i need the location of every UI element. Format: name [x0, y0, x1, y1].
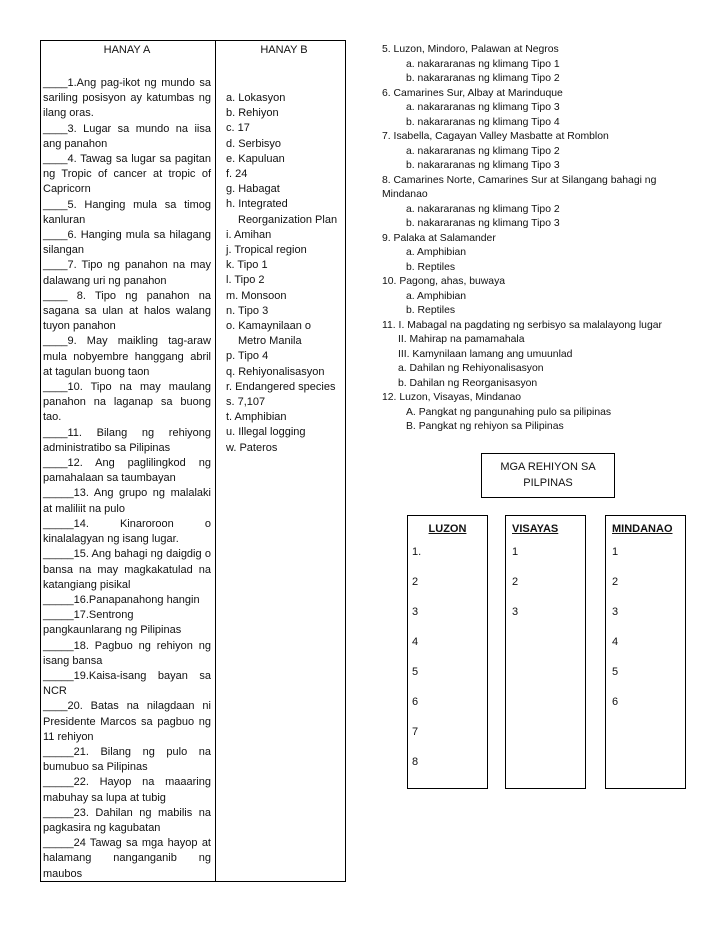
- hanay-b-item: [226, 137, 342, 152]
- region-number-line: 1: [612, 546, 619, 558]
- hanay-b-item: [226, 91, 342, 106]
- hanay-a-item: _____17.Sentrong pangkaunlarang ng Pilipinas: [43, 609, 182, 637]
- region-number-line: 2: [612, 576, 619, 588]
- hanay-b-item-label: f. 24: [226, 168, 248, 181]
- hanay-b-item: [226, 273, 342, 288]
- question-option: b. Dahilan ng Reorganisasyon: [398, 377, 538, 389]
- hanay-b-item-label: h. Integrated: [226, 198, 288, 211]
- question-stem: 12. Luzon, Visayas, Mindanao: [382, 392, 522, 403]
- hanay-a-item: ____20. Batas na nilagdaan ni Presidente Marcos sa pagbuo ng 11 rehiyon: [43, 700, 211, 743]
- question-option: a. nakararanas ng klimang Tipo 1: [406, 58, 560, 70]
- hanay-a-item: ____ 8. Tipo ng panahon na sagana sa ulan at halos walang tuyon panahon: [43, 289, 211, 333]
- hanay-b-item-continuation: Metro Manila: [238, 335, 302, 348]
- region-number-line: 2: [512, 576, 519, 588]
- hanay-a-item: _____23. Dahilan ng mabilis na pagkasira ng kagubatan: [43, 806, 211, 834]
- question-item: [382, 130, 702, 174]
- hanay-b-item-label: j. Tropical region: [226, 244, 307, 257]
- region-number-line: 6: [612, 696, 619, 708]
- hanay-a-item: ____11. Bilang ng rehiyong administratibo sa Pilipinas: [43, 426, 211, 454]
- region-number-line: 3: [612, 606, 619, 618]
- question-option: a. Amphibian: [406, 290, 467, 302]
- hanay-b-item: [226, 167, 342, 182]
- hanay-a-item: ____4. Tawag sa lugar sa pagitan ng Tropic of cancer at tropic of Capricorn: [43, 153, 211, 196]
- regions-title: MGA REHIYON SA PILPINAS: [500, 461, 596, 489]
- hanay-b-item-label: c. 17: [226, 122, 250, 135]
- hanay-a-item: _____16.Panapanahong hangin: [43, 593, 200, 606]
- hanay-b-column: [216, 41, 345, 456]
- region-rows-mindanao: [612, 545, 685, 725]
- question-option: a. nakararanas ng klimang Tipo 2: [406, 145, 560, 157]
- hanay-a-item: ____6. Hanging mula sa hilagang silangan: [43, 229, 211, 257]
- hanay-b-item: [226, 289, 342, 304]
- question-option: a. Amphibian: [406, 247, 467, 258]
- hanay-b-item-label: k. Tipo 1: [226, 259, 268, 272]
- question-option: b. nakararanas ng klimang Tipo 3: [406, 218, 560, 229]
- hanay-a-item: _____21. Bilang ng pulo na bumubuo sa Pilipinas: [43, 745, 211, 774]
- region-number-line: 4: [412, 636, 419, 648]
- hanay-b-item: [226, 258, 342, 273]
- hanay-b-item: [226, 380, 342, 395]
- hanay-b-item: [226, 395, 342, 410]
- question-item: [382, 391, 702, 435]
- question-stem: 8. Camarines Norte, Camarines Sur at Silangang bahagi ng Mindanao: [382, 174, 657, 200]
- question-option: b. nakararanas ng klimang Tipo 4: [406, 116, 560, 128]
- hanay-a-item: ____3. Lugar sa mundo na iisa ang panahon: [43, 122, 211, 150]
- multiple-choice-questions: [382, 43, 702, 435]
- hanay-a-item: _____14. Kinaroroon o kinalalagyan ng isang lugar.: [43, 517, 211, 546]
- hanay-a-item: _____15. Ang bahagi ng daigdig o bansa na may magkakatulad na katangiang pisikal: [43, 548, 211, 591]
- question-sub-statement: II. Mahirap na pamamahala: [398, 334, 525, 345]
- region-header-visayas: VISAYAS: [512, 523, 559, 535]
- hanay-b-item: [226, 228, 342, 243]
- hanay-b-item: [226, 197, 342, 227]
- hanay-b-item: [226, 304, 342, 319]
- hanay-b-item-label: s. 7,107: [226, 396, 266, 409]
- question-option: b. Reptiles: [406, 305, 456, 316]
- region-number-line: 7: [412, 726, 419, 738]
- hanay-b-item-continuation: Reorganization Plan: [238, 213, 338, 226]
- region-number-line: 3: [512, 606, 519, 618]
- region-number-line: 6: [412, 696, 419, 708]
- region-rows-visayas: [512, 545, 585, 635]
- hanay-a-item: ____5. Hanging mula sa timog kanluran: [43, 198, 211, 226]
- hanay-b-item-label: a. Lokasyon: [226, 92, 286, 104]
- hanay-b-item-label: p. Tipo 4: [226, 350, 269, 363]
- question-stem: 7. Isabella, Cagayan Valley Masbatte at Romblon: [382, 131, 609, 142]
- question-stem: 11. I. Mabagal na pagdating ng serbisyo sa malalayong lugar: [382, 319, 662, 331]
- question-item: [382, 43, 702, 87]
- hanay-b-item-label: u. Illegal logging: [226, 426, 306, 439]
- region-number-line: 1.: [412, 546, 422, 558]
- region-rows-luzon: [408, 545, 487, 785]
- question-option: b. Reptiles: [406, 261, 456, 273]
- region-number-line: 5: [412, 666, 419, 678]
- hanay-b-item: [226, 319, 342, 349]
- question-option: a. nakararanas ng klimang Tipo 3: [406, 102, 560, 113]
- hanay-b-item-label: w. Pateros: [226, 441, 278, 454]
- hanay-b-item: [226, 425, 342, 440]
- hanay-a-item: ____1.Ang pag-ikot ng mundo sa sariling posisyon ay katumbas ng ilang oras.: [43, 77, 211, 120]
- hanay-b-item: [226, 349, 342, 364]
- hanay-a-item: ____12. Ang paglilingkod ng pamahalaan sa taumbayan: [43, 457, 211, 485]
- hanay-a-item: ____7. Tipo ng panahon na may dalawang uri ng panahon: [43, 259, 211, 287]
- question-option: b. nakararanas ng klimang Tipo 3: [406, 160, 560, 171]
- hanay-a-header: HANAY A: [103, 44, 151, 56]
- hanay-b-item-label: m. Monsoon: [226, 289, 287, 302]
- hanay-b-item: [226, 121, 342, 136]
- region-number-line: 4: [612, 636, 619, 648]
- region-number-line: 3: [412, 606, 419, 618]
- hanay-b-item-label: i. Amihan: [226, 228, 272, 241]
- hanay-b-items: [226, 91, 342, 456]
- question-stem: 5. Luzon, Mindoro, Palawan at Negros: [382, 44, 559, 55]
- question-item: [382, 174, 702, 232]
- matching-table: [40, 40, 346, 882]
- hanay-b-item-label: q. Rehiyonalisasyon: [226, 365, 325, 378]
- region-column-luzon: [407, 515, 488, 789]
- hanay-a-item: _____24 Tawag sa mga hayop at halamang nanganganib ng maubos: [43, 837, 211, 880]
- region-header-luzon: LUZON: [428, 523, 467, 535]
- region-column-visayas: [505, 515, 586, 789]
- question-option: A. Pangkat ng pangunahing pulo sa pilipinas: [406, 406, 612, 418]
- hanay-b-item: [226, 410, 342, 425]
- hanay-b-item: [226, 243, 342, 258]
- regions-title-box: [481, 453, 615, 498]
- hanay-b-item-label: r. Endangered species: [226, 380, 336, 393]
- question-option: b. nakararanas ng klimang Tipo 2: [406, 73, 560, 84]
- hanay-a-item: _____13. Ang grupo ng malalaki at maliliit na pulo: [43, 487, 211, 515]
- hanay-b-item-label: d. Serbisyo: [226, 137, 282, 150]
- hanay-b-item-label: g. Habagat: [226, 183, 280, 196]
- hanay-b-item-label: l. Tipo 2: [226, 274, 265, 287]
- hanay-b-item-label: b. Rehiyon: [226, 107, 279, 120]
- region-number-line: 8: [412, 756, 419, 768]
- hanay-b-item-label: o. Kamaynilaan o: [226, 320, 311, 333]
- region-number-line: 5: [612, 666, 619, 678]
- question-stem: 10. Pagong, ahas, buwaya: [382, 276, 506, 287]
- question-sub-statement: III. Kamynilaan lamang ang umuunlad: [398, 348, 573, 360]
- hanay-b-item-label: n. Tipo 3: [226, 304, 269, 317]
- question-stem: 6. Camarines Sur, Albay at Marinduque: [382, 87, 563, 99]
- hanay-b-item: [226, 182, 342, 197]
- hanay-a-item: _____18. Pagbuo ng rehiyon ng isang bansa: [43, 639, 211, 667]
- hanay-b-item: [226, 106, 342, 121]
- question-option: B. Pangkat ng rehiyon sa Pilipinas: [406, 421, 564, 432]
- question-option: a. Dahilan ng Rehiyonalisasyon: [398, 363, 544, 374]
- question-stem: 9. Palaka at Salamander: [382, 232, 496, 244]
- region-header-mindanao: MINDANAO: [612, 523, 673, 535]
- hanay-a-item: ____9. May maikling tag-araw mula nobyembre hanggang abril at tagulan buong taon: [43, 335, 211, 378]
- hanay-b-header: HANAY B: [260, 44, 308, 56]
- hanay-a-item: ____10. Tipo na may maulang panahon na laganap sa buong tao.: [43, 381, 211, 424]
- hanay-b-item-label: e. Kapuluan: [226, 152, 285, 165]
- hanay-b-item: [226, 152, 342, 167]
- region-column-mindanao: [605, 515, 686, 789]
- hanay-b-item: [226, 365, 342, 380]
- region-number-line: 1: [512, 546, 519, 558]
- hanay-a-item: _____22. Hayop na maaaring mabuhay sa lupa at tubig: [43, 776, 211, 804]
- question-item: [382, 232, 702, 276]
- question-item: [382, 275, 702, 319]
- question-option: a. nakararanas ng klimang Tipo 2: [406, 203, 560, 215]
- hanay-b-item: [226, 441, 342, 456]
- hanay-a-items: [43, 76, 211, 882]
- hanay-a-column: [41, 41, 215, 882]
- region-number-line: 2: [412, 576, 419, 588]
- question-item: [382, 87, 702, 131]
- hanay-a-item: _____19.Kaisa-isang bayan sa NCR: [43, 669, 211, 698]
- question-item: [382, 319, 702, 392]
- hanay-b-item-label: t. Amphibian: [226, 411, 287, 424]
